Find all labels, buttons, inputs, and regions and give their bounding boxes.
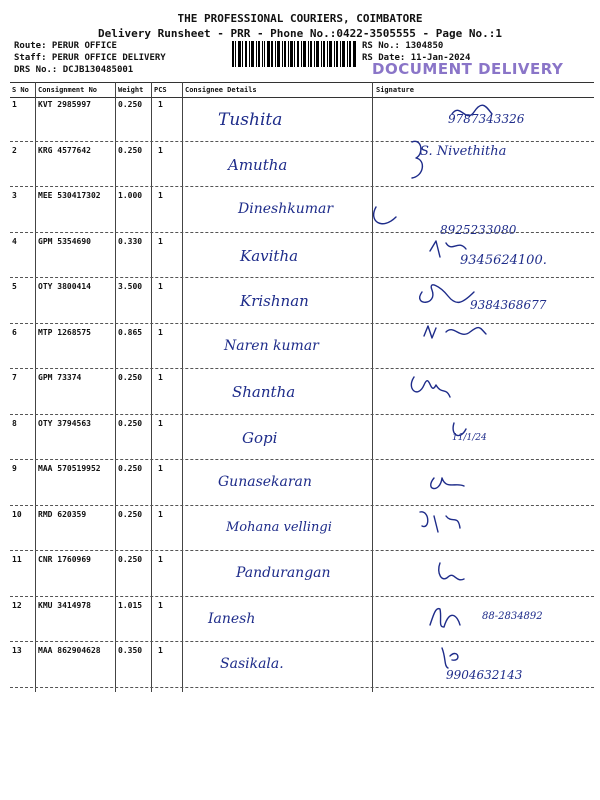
signature-stroke (442, 648, 458, 668)
signature-note: 9904632143 (446, 668, 523, 682)
row-consignment-no: RMD 620359 (38, 509, 87, 519)
runsheet-title: THE PROFESSIONAL COURIERS, COIMBATORE (177, 12, 423, 25)
table-row (10, 233, 594, 279)
row-sno: 11 (12, 555, 22, 564)
row-pcs: 1 (158, 282, 163, 291)
rs-date: RS Date: 11-Jan-2024 (362, 53, 471, 63)
row-pcs: 1 (158, 236, 163, 246)
consignee-name: Shantha (232, 383, 296, 401)
consignee-name: Gopi (242, 428, 278, 447)
signature-stroke (412, 141, 422, 178)
signature-stroke (430, 241, 466, 257)
table-row (10, 324, 594, 370)
row-weight: 0.250 (118, 418, 143, 428)
row-sno: 13 (12, 646, 22, 655)
runsheet-subtitle: Delivery Runsheet - PRR - Phone No.:0422-3505555 - Page No.:1 (98, 27, 502, 40)
signature-stroke (439, 563, 464, 580)
barcode-image (232, 41, 356, 67)
row-consignment-no: MAA 570519952 (38, 464, 101, 473)
signature-note: 88-2834892 (482, 610, 543, 622)
row-consignment-no: GPM 5354690 (38, 236, 91, 246)
row-weight: 0.250 (118, 509, 143, 519)
consignee-name: Naren kumar (224, 337, 319, 354)
row-sno: 2 (12, 145, 17, 155)
signature-scribble (412, 142, 482, 182)
row-weight: 1.000 (118, 191, 143, 200)
row-sno: 5 (12, 282, 17, 291)
signature-stroke (431, 478, 464, 489)
row-divider (10, 687, 594, 688)
signature-note: 9384368677 (470, 298, 547, 312)
table-row (10, 142, 594, 188)
table-row (10, 597, 594, 643)
drs-number: DRS No.: DCJB130485001 (14, 65, 134, 75)
row-weight: 0.250 (118, 145, 143, 155)
table-row (10, 278, 594, 324)
consignee-name: Kavitha (240, 246, 299, 265)
row-weight: 0.250 (118, 464, 143, 473)
table-row (10, 187, 594, 237)
row-sno: 8 (12, 418, 17, 428)
table-row (10, 369, 594, 415)
signature-stroke (453, 423, 466, 436)
row-pcs: 1 (158, 464, 163, 473)
signature-note: 9787343326 (448, 112, 525, 126)
consignee-name: Dineshkumar (238, 201, 334, 217)
signature-stroke (452, 105, 492, 115)
row-pcs: 1 (158, 509, 163, 519)
col-weight: Weight (118, 86, 144, 94)
row-consignment-no: OTY 3794563 (38, 418, 91, 428)
row-sno: 7 (12, 373, 17, 382)
row-consignment-no: KMU 3414978 (38, 600, 91, 610)
row-pcs: 1 (158, 418, 163, 428)
row-consignment-no: OTY 3800414 (38, 282, 91, 291)
row-sno: 12 (12, 600, 22, 610)
signature-stroke (411, 377, 450, 397)
row-weight: 3.500 (118, 282, 143, 291)
row-pcs: 1 (158, 327, 163, 337)
consignee-name: Krishnan (240, 292, 309, 310)
row-weight: 0.250 (118, 373, 143, 382)
signature-note: 8925233080 (440, 223, 517, 237)
row-weight: 0.250 (118, 100, 143, 109)
signature-scribble (424, 326, 494, 366)
table-row (10, 642, 594, 688)
rs-number: RS No.: 1304850 (362, 41, 444, 51)
row-pcs: 1 (158, 646, 163, 655)
col-consignee: Consignee Details (185, 86, 257, 94)
signature-scribble (430, 241, 500, 281)
row-sno: 10 (12, 509, 22, 519)
signature-stroke (420, 511, 460, 531)
row-weight: 0.350 (118, 646, 143, 655)
consignee-name: Sasikala. (220, 656, 284, 672)
row-consignment-no: KRG 4577642 (38, 145, 91, 155)
row-consignment-no: MEE 530417302 (38, 191, 101, 200)
table-row (10, 551, 594, 597)
signature-scribble (420, 512, 490, 552)
table-row (10, 415, 594, 461)
col-pcs: PCS (154, 86, 167, 94)
row-pcs: 1 (158, 145, 163, 155)
row-sno: 4 (12, 236, 17, 246)
consignee-name: Gunasekaran (218, 474, 312, 490)
row-pcs: 1 (158, 373, 163, 382)
row-consignment-no: GPM 73374 (38, 373, 82, 382)
signature-stroke (374, 207, 396, 224)
row-sno: 3 (12, 191, 17, 200)
signature-stroke (420, 285, 474, 303)
staff-label: Staff: PERUR OFFICE DELIVERY (14, 53, 166, 63)
consignee-name: Pandurangan (236, 565, 331, 581)
table-row (10, 506, 594, 552)
signature-note: 11/1/24 (452, 432, 487, 443)
col-signature: Signature (376, 86, 414, 94)
row-consignment-no: MTP 1268575 (38, 327, 91, 337)
signature-scribble (442, 648, 512, 688)
signature-scribble (452, 423, 522, 463)
signature-scribble (452, 104, 522, 144)
signature-stroke (430, 608, 460, 626)
row-pcs: 1 (158, 555, 163, 564)
row-sno: 6 (12, 327, 17, 337)
row-sno: 1 (12, 100, 17, 109)
row-sno: 9 (12, 464, 17, 473)
signature-scribble (418, 284, 488, 324)
row-pcs: 1 (158, 191, 163, 200)
table-row (10, 96, 594, 142)
table-row (10, 460, 594, 506)
row-weight: 0.250 (118, 555, 143, 564)
signature-scribble (410, 375, 480, 415)
route-label: Route: PERUR OFFICE (14, 41, 117, 51)
document-delivery-stamp: DOCUMENT DELIVERY (372, 60, 564, 78)
consignee-name: Mohana vellingi (226, 519, 332, 535)
row-weight: 0.865 (118, 327, 143, 337)
consignee-name: Ianesh (208, 610, 256, 627)
col-sno: S No (12, 86, 29, 94)
row-pcs: 1 (158, 100, 163, 109)
signature-note: S. Nivethitha (420, 143, 507, 159)
signature-note: 9345624100. (460, 252, 547, 268)
row-consignment-no: MAA 862904628 (38, 646, 101, 655)
consignee-name: Amutha (228, 155, 288, 174)
row-pcs: 1 (158, 600, 163, 610)
signature-stroke (424, 326, 486, 338)
consignee-name: Tushita (218, 110, 283, 130)
row-weight: 1.015 (118, 600, 143, 610)
col-consignment: Consignment No (38, 86, 98, 94)
row-consignment-no: CNR 1760969 (38, 555, 91, 564)
row-consignment-no: KVT 2985997 (38, 100, 91, 109)
row-weight: 0.330 (118, 236, 143, 246)
